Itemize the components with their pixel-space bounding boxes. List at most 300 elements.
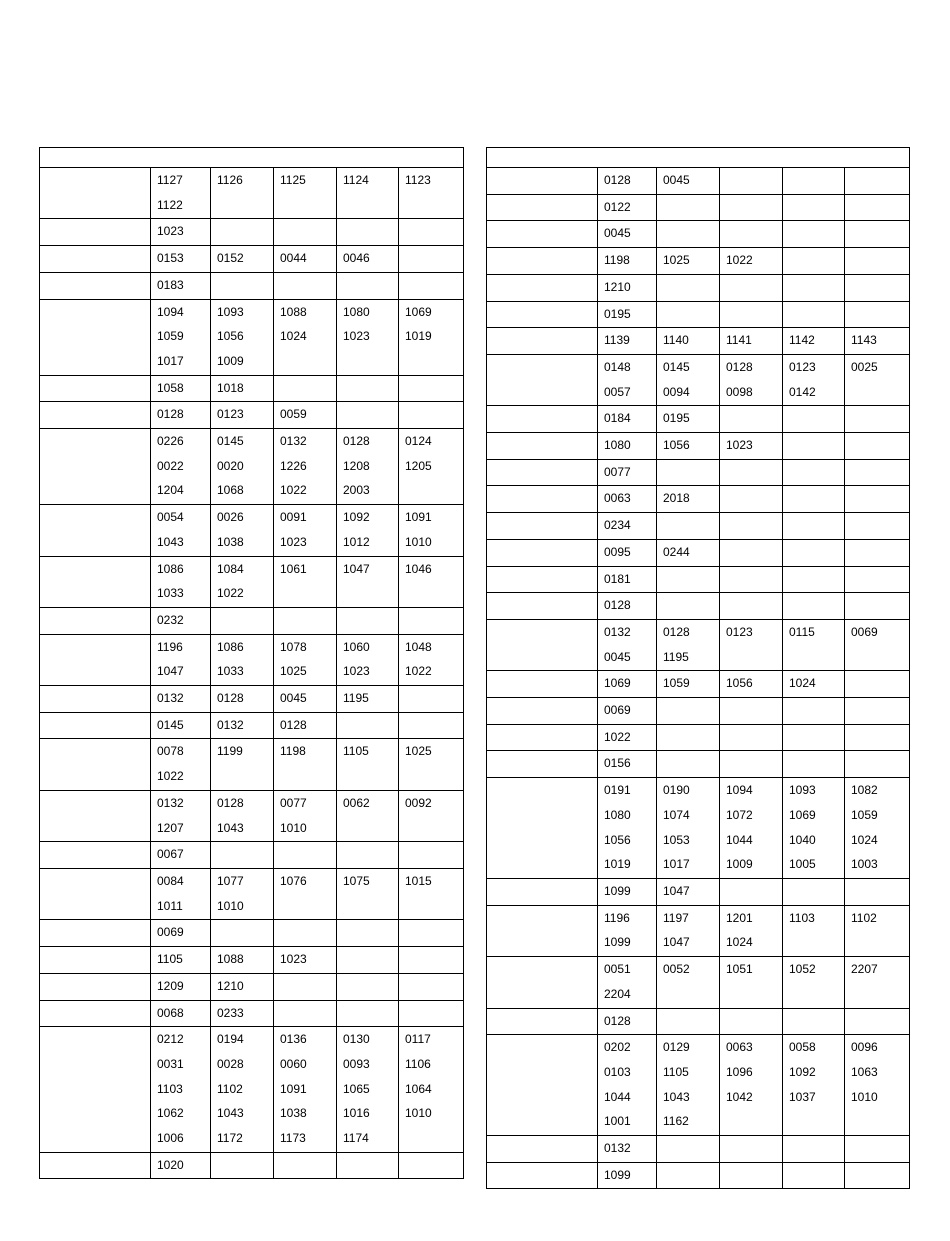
code-cell bbox=[598, 905, 657, 956]
code-value: 1143 bbox=[851, 333, 877, 348]
code-value: 0045 bbox=[280, 691, 307, 706]
code-value: 0128 bbox=[604, 598, 631, 613]
code-cell bbox=[211, 402, 274, 429]
code-cell bbox=[598, 354, 657, 405]
table-row bbox=[40, 1000, 464, 1027]
code-value: 1025 bbox=[405, 744, 432, 759]
code-value: 0117 bbox=[405, 1032, 431, 1047]
code-cell bbox=[657, 566, 720, 593]
code-value: 0094 bbox=[663, 384, 690, 399]
code-value: 1099 bbox=[604, 1167, 631, 1182]
code-cell bbox=[399, 947, 464, 974]
code-value: 1094 bbox=[157, 304, 184, 319]
code-cell bbox=[720, 724, 783, 751]
code-cell bbox=[337, 973, 399, 1000]
code-cell bbox=[598, 751, 657, 778]
code-value: 1103 bbox=[789, 910, 815, 925]
code-cell bbox=[337, 429, 399, 505]
table-row bbox=[487, 698, 910, 725]
code-cell bbox=[151, 842, 211, 869]
code-cell bbox=[337, 556, 399, 607]
code-value: 1093 bbox=[217, 304, 244, 319]
table-row bbox=[40, 1027, 464, 1153]
row-label-cell bbox=[40, 1152, 151, 1179]
row-label-cell bbox=[487, 1162, 598, 1189]
code-cell bbox=[657, 878, 720, 905]
table-row bbox=[487, 957, 910, 1008]
code-cell bbox=[337, 402, 399, 429]
row-label-cell bbox=[40, 920, 151, 947]
code-value: 1016 bbox=[343, 1106, 370, 1121]
row-label-cell bbox=[40, 842, 151, 869]
code-value: 1060 bbox=[343, 639, 370, 654]
code-cell bbox=[657, 221, 720, 248]
code-value: 1208 bbox=[343, 458, 370, 473]
code-value: 1091 bbox=[280, 1081, 307, 1096]
code-cell bbox=[211, 842, 274, 869]
code-cell bbox=[211, 556, 274, 607]
code-cell bbox=[337, 712, 399, 739]
code-value: 1096 bbox=[726, 1064, 753, 1079]
code-value: 1009 bbox=[217, 353, 244, 368]
code-cell bbox=[720, 459, 783, 486]
code-value: 0145 bbox=[663, 359, 690, 374]
row-label-cell bbox=[40, 790, 151, 841]
row-label-cell bbox=[40, 219, 151, 246]
code-cell bbox=[657, 301, 720, 328]
code-cell bbox=[657, 1008, 720, 1035]
code-value: 0103 bbox=[604, 1064, 631, 1079]
code-cell bbox=[783, 751, 845, 778]
code-cell bbox=[598, 486, 657, 513]
code-cell bbox=[211, 712, 274, 739]
code-value: 1198 bbox=[280, 744, 306, 759]
code-cell bbox=[337, 920, 399, 947]
code-cell bbox=[783, 406, 845, 433]
code-cell bbox=[598, 1035, 657, 1136]
table-row bbox=[487, 274, 910, 301]
table-header-row bbox=[40, 148, 464, 168]
code-cell bbox=[598, 301, 657, 328]
code-cell bbox=[337, 686, 399, 713]
code-value: 1082 bbox=[851, 783, 878, 798]
code-value: 0059 bbox=[280, 407, 307, 422]
table-row bbox=[487, 433, 910, 460]
code-cell bbox=[720, 221, 783, 248]
table-row bbox=[487, 459, 910, 486]
code-value: 1003 bbox=[851, 857, 878, 872]
code-cell bbox=[720, 248, 783, 275]
code-cell bbox=[783, 248, 845, 275]
code-value: 0233 bbox=[217, 1005, 244, 1020]
code-value: 1196 bbox=[604, 910, 630, 925]
code-cell bbox=[211, 947, 274, 974]
code-value: 1046 bbox=[405, 561, 432, 576]
code-cell bbox=[274, 920, 337, 947]
table-row bbox=[487, 221, 910, 248]
code-value: 1009 bbox=[726, 857, 753, 872]
code-cell bbox=[845, 905, 910, 956]
code-cell bbox=[151, 868, 211, 919]
code-value: 1024 bbox=[280, 329, 307, 344]
code-cell bbox=[845, 593, 910, 620]
code-value: 0022 bbox=[157, 458, 184, 473]
code-cell bbox=[274, 868, 337, 919]
code-cell bbox=[845, 221, 910, 248]
code-value: 1023 bbox=[726, 438, 753, 453]
table-row bbox=[487, 671, 910, 698]
table-row bbox=[40, 712, 464, 739]
code-cell bbox=[657, 433, 720, 460]
code-value: 1142 bbox=[789, 333, 815, 348]
code-cell bbox=[211, 634, 274, 685]
code-cell bbox=[399, 556, 464, 607]
code-value: 1010 bbox=[405, 534, 432, 549]
code-cell bbox=[845, 459, 910, 486]
code-value: 0060 bbox=[280, 1056, 307, 1071]
code-cell bbox=[783, 1136, 845, 1163]
code-cell bbox=[720, 1136, 783, 1163]
code-cell bbox=[720, 301, 783, 328]
code-cell bbox=[399, 375, 464, 402]
code-cell bbox=[657, 168, 720, 195]
code-value: 0226 bbox=[157, 434, 184, 449]
code-value: 1084 bbox=[217, 561, 244, 576]
code-value: 1072 bbox=[726, 807, 753, 822]
code-value: 1038 bbox=[217, 534, 244, 549]
code-cell bbox=[598, 274, 657, 301]
code-cell bbox=[151, 790, 211, 841]
code-value: 1023 bbox=[343, 664, 370, 679]
code-cell bbox=[211, 375, 274, 402]
code-cell bbox=[845, 751, 910, 778]
code-cell bbox=[783, 619, 845, 670]
code-cell bbox=[720, 1162, 783, 1189]
code-value: 1019 bbox=[604, 857, 631, 872]
row-label-cell bbox=[487, 539, 598, 566]
code-value: 1010 bbox=[217, 898, 244, 913]
code-value: 1080 bbox=[343, 304, 370, 319]
code-value: 0232 bbox=[157, 612, 184, 627]
table-row bbox=[487, 406, 910, 433]
code-cell bbox=[274, 272, 337, 299]
code-value: 1011 bbox=[157, 898, 183, 913]
code-value: 0031 bbox=[157, 1056, 184, 1071]
table-row bbox=[40, 920, 464, 947]
code-value: 0098 bbox=[726, 384, 753, 399]
code-cell bbox=[274, 712, 337, 739]
code-cell bbox=[274, 505, 337, 556]
code-value: 0052 bbox=[663, 962, 690, 977]
code-cell bbox=[211, 429, 274, 505]
table-row bbox=[40, 429, 464, 505]
code-cell bbox=[274, 299, 337, 375]
table-row bbox=[487, 354, 910, 405]
code-value: 0077 bbox=[604, 464, 631, 479]
table-row bbox=[40, 739, 464, 790]
code-value: 0132 bbox=[217, 717, 244, 732]
code-value: 1062 bbox=[157, 1106, 184, 1121]
code-cell bbox=[720, 328, 783, 355]
code-value: 0069 bbox=[604, 703, 631, 718]
row-label-cell bbox=[40, 429, 151, 505]
code-cell bbox=[151, 168, 211, 219]
code-cell bbox=[151, 429, 211, 505]
code-value: 1198 bbox=[604, 253, 630, 268]
table-row bbox=[40, 973, 464, 1000]
code-value: 1141 bbox=[726, 333, 752, 348]
code-cell bbox=[151, 299, 211, 375]
table-row bbox=[40, 842, 464, 869]
code-value: 1012 bbox=[343, 534, 370, 549]
code-cell bbox=[657, 513, 720, 540]
code-cell bbox=[151, 739, 211, 790]
code-cell bbox=[598, 433, 657, 460]
code-value: 0063 bbox=[604, 491, 631, 506]
code-value: 0045 bbox=[604, 226, 631, 241]
code-value: 2204 bbox=[604, 986, 631, 1001]
code-value: 1199 bbox=[217, 744, 243, 759]
code-table-left bbox=[39, 147, 464, 1179]
code-value: 1086 bbox=[157, 561, 184, 576]
row-label-cell bbox=[487, 274, 598, 301]
code-value: 1099 bbox=[604, 883, 631, 898]
table-row bbox=[487, 778, 910, 879]
code-cell bbox=[783, 433, 845, 460]
code-value: 0136 bbox=[280, 1032, 307, 1047]
code-value: 0128 bbox=[280, 717, 307, 732]
code-value: 0058 bbox=[789, 1040, 816, 1055]
row-label-cell bbox=[40, 272, 151, 299]
code-cell bbox=[151, 712, 211, 739]
row-label-cell bbox=[487, 905, 598, 956]
code-value: 1010 bbox=[280, 820, 307, 835]
row-label-cell bbox=[487, 248, 598, 275]
code-value: 0132 bbox=[604, 624, 631, 639]
code-value: 1103 bbox=[157, 1081, 183, 1096]
table-row bbox=[487, 724, 910, 751]
code-value: 0069 bbox=[851, 624, 878, 639]
code-cell bbox=[783, 194, 845, 221]
code-cell bbox=[399, 973, 464, 1000]
code-cell bbox=[337, 607, 399, 634]
code-value: 0195 bbox=[604, 306, 631, 321]
code-value: 0091 bbox=[280, 510, 307, 525]
code-value: 1047 bbox=[343, 561, 370, 576]
code-value: 1140 bbox=[663, 333, 689, 348]
code-value: 0181 bbox=[604, 571, 631, 586]
code-value: 1001 bbox=[604, 1114, 631, 1129]
code-value: 1056 bbox=[217, 329, 244, 344]
code-cell bbox=[274, 842, 337, 869]
code-cell bbox=[151, 634, 211, 685]
code-value: 1094 bbox=[726, 783, 753, 798]
code-value: 0124 bbox=[405, 434, 432, 449]
code-value: 0123 bbox=[726, 624, 753, 639]
code-cell bbox=[598, 698, 657, 725]
row-label-cell bbox=[487, 671, 598, 698]
code-value: 1047 bbox=[157, 664, 184, 679]
table-row bbox=[40, 219, 464, 246]
code-value: 1127 bbox=[157, 173, 183, 187]
code-cell bbox=[657, 459, 720, 486]
code-value: 1068 bbox=[217, 483, 244, 498]
code-cell bbox=[845, 957, 910, 1008]
code-cell bbox=[211, 272, 274, 299]
code-cell bbox=[274, 1000, 337, 1027]
code-cell bbox=[399, 790, 464, 841]
code-cell bbox=[211, 1027, 274, 1153]
table-row bbox=[40, 556, 464, 607]
row-label-cell bbox=[40, 973, 151, 1000]
code-cell bbox=[720, 513, 783, 540]
row-label-cell bbox=[40, 246, 151, 273]
code-value: 1205 bbox=[405, 458, 432, 473]
code-value: 1102 bbox=[217, 1081, 243, 1096]
code-value: 1076 bbox=[280, 873, 307, 888]
code-cell bbox=[337, 947, 399, 974]
code-value: 1023 bbox=[280, 952, 307, 967]
row-label-cell bbox=[40, 402, 151, 429]
code-value: 1139 bbox=[604, 333, 630, 348]
code-cell bbox=[720, 957, 783, 1008]
code-value: 1025 bbox=[280, 664, 307, 679]
code-cell bbox=[399, 686, 464, 713]
code-value: 1125 bbox=[280, 173, 306, 187]
code-cell bbox=[274, 947, 337, 974]
code-cell bbox=[657, 619, 720, 670]
row-label-cell bbox=[40, 712, 151, 739]
code-cell bbox=[274, 607, 337, 634]
code-cell bbox=[337, 739, 399, 790]
code-cell bbox=[274, 168, 337, 219]
code-cell bbox=[657, 593, 720, 620]
row-label-cell bbox=[487, 619, 598, 670]
code-cell bbox=[657, 957, 720, 1008]
code-cell bbox=[720, 486, 783, 513]
code-value: 1065 bbox=[343, 1081, 370, 1096]
code-cell bbox=[845, 698, 910, 725]
code-cell bbox=[783, 459, 845, 486]
code-value: 1047 bbox=[663, 883, 690, 898]
code-cell bbox=[337, 375, 399, 402]
code-value: 2018 bbox=[663, 491, 690, 506]
code-value: 1210 bbox=[217, 978, 244, 993]
table-row bbox=[40, 790, 464, 841]
row-label-cell bbox=[40, 168, 151, 219]
code-value: 1022 bbox=[604, 729, 631, 744]
code-value: 1048 bbox=[405, 639, 432, 654]
code-cell bbox=[151, 1000, 211, 1027]
code-cell bbox=[598, 539, 657, 566]
code-cell bbox=[598, 778, 657, 879]
code-value: 1022 bbox=[217, 586, 244, 601]
code-cell bbox=[151, 1152, 211, 1179]
code-value: 0148 bbox=[604, 359, 631, 374]
row-label-cell bbox=[487, 593, 598, 620]
code-cell bbox=[211, 790, 274, 841]
code-cell bbox=[399, 712, 464, 739]
code-cell bbox=[598, 593, 657, 620]
code-cell bbox=[274, 634, 337, 685]
code-value: 1043 bbox=[157, 534, 184, 549]
code-value: 1023 bbox=[280, 534, 307, 549]
code-cell bbox=[598, 513, 657, 540]
code-cell bbox=[598, 957, 657, 1008]
table-row bbox=[40, 607, 464, 634]
code-cell bbox=[845, 486, 910, 513]
code-value: 1226 bbox=[280, 458, 307, 473]
code-cell bbox=[657, 274, 720, 301]
code-value: 0132 bbox=[157, 795, 184, 810]
code-value: 0057 bbox=[604, 384, 631, 399]
code-value: 1043 bbox=[217, 820, 244, 835]
table-row bbox=[487, 539, 910, 566]
code-cell bbox=[598, 194, 657, 221]
code-value: 0202 bbox=[604, 1040, 631, 1055]
code-cell bbox=[783, 1035, 845, 1136]
code-cell bbox=[720, 1008, 783, 1035]
code-value: 0183 bbox=[157, 277, 184, 292]
code-cell bbox=[657, 406, 720, 433]
code-cell bbox=[845, 566, 910, 593]
code-cell bbox=[783, 778, 845, 879]
code-value: 1172 bbox=[217, 1131, 243, 1146]
code-value: 1022 bbox=[157, 769, 184, 784]
table-row bbox=[487, 1035, 910, 1136]
code-value: 1024 bbox=[851, 832, 878, 847]
code-value: 1105 bbox=[343, 744, 369, 759]
table-row bbox=[40, 402, 464, 429]
table-row bbox=[40, 246, 464, 273]
code-value: 1126 bbox=[217, 173, 243, 187]
row-label-cell bbox=[40, 634, 151, 685]
code-value: 1196 bbox=[157, 639, 183, 654]
code-value: 0128 bbox=[604, 1013, 631, 1028]
code-value: 1075 bbox=[343, 873, 370, 888]
code-value: 1195 bbox=[663, 649, 689, 664]
code-value: 1064 bbox=[405, 1081, 432, 1096]
code-cell bbox=[657, 194, 720, 221]
table-row bbox=[487, 513, 910, 540]
code-value: 1037 bbox=[789, 1089, 816, 1104]
code-value: 0130 bbox=[343, 1032, 370, 1047]
code-cell bbox=[274, 375, 337, 402]
code-cell bbox=[337, 1152, 399, 1179]
code-value: 0142 bbox=[789, 384, 816, 399]
code-value: 1201 bbox=[726, 910, 753, 925]
code-cell bbox=[598, 1136, 657, 1163]
code-cell bbox=[783, 566, 845, 593]
code-cell bbox=[783, 593, 845, 620]
code-cell bbox=[151, 607, 211, 634]
code-cell bbox=[399, 299, 464, 375]
code-value: 0044 bbox=[280, 251, 307, 266]
code-cell bbox=[337, 842, 399, 869]
code-cell bbox=[337, 634, 399, 685]
code-value: 1099 bbox=[604, 935, 631, 950]
row-label-cell bbox=[40, 1027, 151, 1153]
row-label-cell bbox=[487, 194, 598, 221]
row-label-cell bbox=[487, 354, 598, 405]
row-label-cell bbox=[40, 947, 151, 974]
row-label-cell bbox=[487, 724, 598, 751]
code-value: 1195 bbox=[343, 691, 369, 706]
code-value: 0195 bbox=[663, 411, 690, 426]
code-cell bbox=[211, 973, 274, 1000]
code-value: 0129 bbox=[663, 1040, 690, 1055]
code-value: 0156 bbox=[604, 756, 631, 771]
